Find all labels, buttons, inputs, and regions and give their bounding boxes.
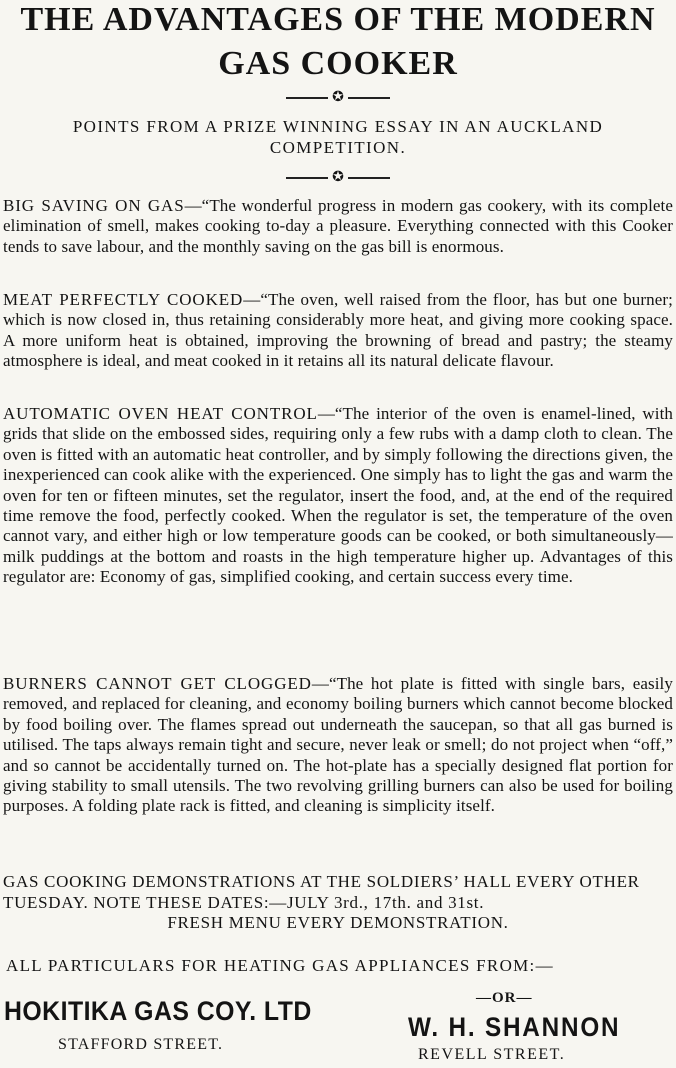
section-body: —“The oven, well raised from the floor, has but one burner; which is now closed in, thus retaining considerably more heat, and giving more cooking space. A more uniform heat is obtained, improving the browning of bread and pastry; the steamy atmosphere is ideal, and meat cooked in it retains all its natural delicate flavour. [3, 290, 673, 371]
or-separator: —OR— [476, 990, 533, 1006]
demonstrations-dates: GAS COOKING DEMONSTRATIONS AT THE SOLDIERS’ HALL EVERY OTHER TUESDAY. NOTE THESE DATES:—JULY 3rd., 17th. and 31st. [3, 872, 640, 912]
section-oven-heat-control [3, 404, 673, 588]
section-heading: BIG SAVING ON GAS [3, 196, 185, 215]
section-heading: AUTOMATIC OVEN HEAT CONTROL [3, 404, 318, 423]
headline-line-1: THE ADVANTAGES OF THE MODERN [20, 1, 656, 38]
ornament-divider [0, 170, 676, 186]
section-body: —“The interior of the oven is enamel-lined, with grids that slide on the embossed sides, requiring only a few rubs with a damp cloth to clean. The oven is fitted with an automatic heat controller, and by simply following the directions given, the inexperienced can cook alike with the experienced. One simply has to light the gas and warm the oven for ten or fifteen minutes, set the regulator, insert the food, and, at the end of the required time remove the food, perfectly cooked. When the regulator is set, the temperature of the oven cannot vary, and either high or low temperature goods can be cooked, or both simultaneously—milk puddings at the bottom and roasts in the high temperature higher up. Advantages of this regulator are: Economy of gas, simplified cooking, and certain success every time. [3, 404, 673, 587]
star-ornament-icon: ✪ [332, 90, 344, 105]
ornament-divider [0, 90, 676, 106]
section-burners [3, 674, 673, 817]
section-saving-on-gas [3, 196, 673, 257]
supplier-street-stafford: STAFFORD STREET. [58, 1036, 224, 1053]
supplier-street-revell: REVELL STREET. [418, 1046, 566, 1063]
subheading: POINTS FROM A PRIZE WINNING ESSAY IN AN AUCKLAND COMPETITION. [72, 117, 604, 157]
section-heading: MEAT PERFECTLY COOKED [3, 290, 244, 309]
demonstrations-notice [3, 872, 673, 934]
supplier-name-shannon: W. H. SHANNON [408, 1012, 621, 1042]
supplier-name-gas-company: HOKITIKA GAS COY. LTD [4, 996, 312, 1026]
headline-line-2: GAS COOKER [218, 45, 458, 82]
section-body: —“The wonderful progress in modern gas cookery, with its complete elimination of smell, makes cooking to-day a pleasure. Everything connected with this Cooker tends to save labour, and the monthly saving on the gas bill is enormous. [3, 196, 674, 256]
particulars-line: ALL PARTICULARS FOR HEATING GAS APPLIANCES FROM:— [6, 956, 554, 975]
section-heading: BURNERS CANNOT GET CLOGGED [3, 674, 312, 693]
fresh-menu-line: FRESH MENU EVERY DEMONSTRATION. [167, 913, 509, 932]
section-body: —“The hot plate is fitted with single bars, easily removed, and replaced for cleaning, and economy boiling burners which cannot become blocked by food boiling over. The flames spread out underneath the saucepan, so that all gas burned is utilised. The taps always remain tight and secure, never leak or smell; do not project when “off,” and so cannot be accidentally turned on. The hot-plate has a specially designed flat portion for giving stability to small utensils. The two revolving grilling burners can also be used for boiling purposes. A folding plate rack is fitted, and cleaning is simplicity itself. [3, 674, 673, 816]
star-ornament-icon: ✪ [332, 170, 344, 185]
section-meat-cooked [3, 290, 673, 372]
